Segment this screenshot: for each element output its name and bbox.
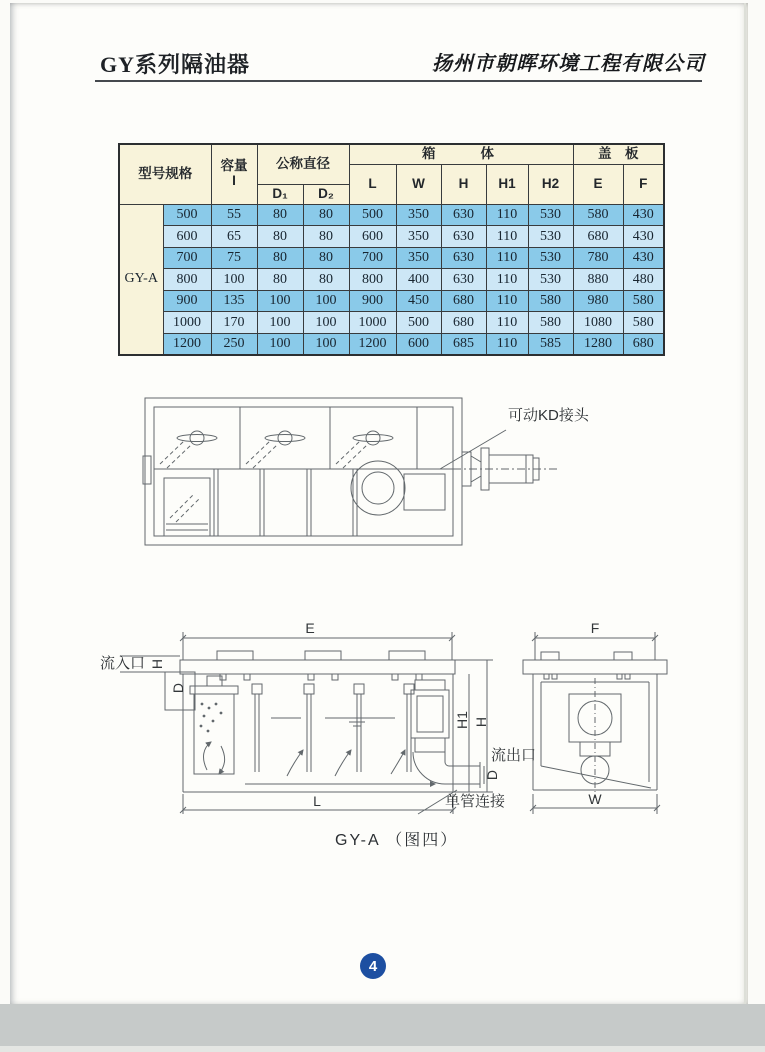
model-group-cell: GY-A xyxy=(119,204,163,355)
company-name: 扬州市朝晖环境工程有限公司 xyxy=(432,51,705,75)
dim-L: L xyxy=(313,793,321,809)
cell: 530 xyxy=(528,247,573,269)
page-title: GY系列隔油器 xyxy=(100,52,251,77)
cell: 110 xyxy=(486,290,528,312)
page-fold-shadow xyxy=(744,3,746,1004)
top-view-linework xyxy=(143,398,560,545)
col-header-H1: H1 xyxy=(486,164,528,204)
cell: 600 xyxy=(163,226,211,248)
cell: 580 xyxy=(573,204,623,226)
cell: 900 xyxy=(163,290,211,312)
cell: 580 xyxy=(623,312,664,334)
cell: 630 xyxy=(441,226,486,248)
col-header-box: 箱 体 xyxy=(349,144,573,164)
cell: 680 xyxy=(441,312,486,334)
scan-bed-band xyxy=(0,1004,765,1046)
cell: 350 xyxy=(396,247,441,269)
cell: 1280 xyxy=(573,333,623,355)
header-rule xyxy=(95,80,702,82)
cell: 530 xyxy=(528,226,573,248)
col-header-L: L xyxy=(349,164,396,204)
dim-H-left: H xyxy=(149,658,165,670)
outlet-label: 流出口 xyxy=(491,747,537,764)
table-header-row xyxy=(119,144,664,164)
elevation-linework xyxy=(120,632,667,814)
cell: 1000 xyxy=(349,312,396,334)
cell: 1200 xyxy=(163,333,211,355)
cell: 680 xyxy=(573,226,623,248)
cell: 900 xyxy=(349,290,396,312)
cell: 600 xyxy=(349,226,396,248)
cell: 350 xyxy=(396,204,441,226)
cell: 600 xyxy=(396,333,441,355)
scan-bed-band-light xyxy=(0,1046,765,1052)
cell: 80 xyxy=(303,226,349,248)
cell: 680 xyxy=(623,333,664,355)
single-pipe-label: 单管连接 xyxy=(445,793,506,810)
cell: 1080 xyxy=(573,312,623,334)
cell: 630 xyxy=(441,269,486,291)
table-row xyxy=(119,247,664,269)
cell: 450 xyxy=(396,290,441,312)
cell: 800 xyxy=(163,269,211,291)
col-header-W: W xyxy=(396,164,441,204)
cell: 430 xyxy=(623,204,664,226)
cell: 630 xyxy=(441,247,486,269)
table-row xyxy=(119,204,664,226)
cell: 65 xyxy=(211,226,257,248)
kd-joint-label: 可动KD接头 xyxy=(508,407,589,424)
col-header-E: E xyxy=(573,164,623,204)
cell: 100 xyxy=(303,333,349,355)
cell: 100 xyxy=(257,290,303,312)
cell: 585 xyxy=(528,333,573,355)
col-header-model: 型号规格 xyxy=(119,144,211,204)
cell: 55 xyxy=(211,204,257,226)
cell: 880 xyxy=(573,269,623,291)
cell: 80 xyxy=(303,204,349,226)
cell: 110 xyxy=(486,312,528,334)
table-row xyxy=(119,290,664,312)
cell: 110 xyxy=(486,226,528,248)
table-row xyxy=(119,269,664,291)
col-header-cover: 盖 板 xyxy=(573,144,664,164)
col-header-capacity xyxy=(211,144,257,204)
col-header-nominal-diameter: 公称直径 xyxy=(257,144,349,184)
table-row xyxy=(119,333,664,355)
cell: 500 xyxy=(349,204,396,226)
cell: 80 xyxy=(257,204,303,226)
cell: 80 xyxy=(257,247,303,269)
col-header-H: H xyxy=(441,164,486,204)
cell: 530 xyxy=(528,269,573,291)
capacity-label: 容量 xyxy=(220,158,248,174)
dim-E: E xyxy=(305,620,315,636)
dim-H-right: H xyxy=(473,716,489,728)
cell: 110 xyxy=(486,247,528,269)
cell: 350 xyxy=(396,226,441,248)
cell: 100 xyxy=(211,269,257,291)
cell: 530 xyxy=(528,204,573,226)
col-header-H2: H2 xyxy=(528,164,573,204)
cell: 685 xyxy=(441,333,486,355)
cell: 100 xyxy=(303,312,349,334)
dim-D-outlet: D xyxy=(484,769,500,781)
cell: 800 xyxy=(349,269,396,291)
cell: 110 xyxy=(486,204,528,226)
cell: 110 xyxy=(486,269,528,291)
cell: 100 xyxy=(303,290,349,312)
cell: 1200 xyxy=(349,333,396,355)
dim-F: F xyxy=(590,620,600,636)
cell: 580 xyxy=(528,312,573,334)
col-header-F: F xyxy=(623,164,664,204)
cell: 100 xyxy=(257,333,303,355)
cell: 700 xyxy=(163,247,211,269)
cell: 580 xyxy=(528,290,573,312)
table-row xyxy=(119,226,664,248)
cell: 480 xyxy=(623,269,664,291)
dim-D-inlet: D xyxy=(170,682,186,694)
page-number: 4 xyxy=(368,957,378,975)
dim-W: W xyxy=(588,791,602,807)
cell: 80 xyxy=(303,269,349,291)
cell: 680 xyxy=(441,290,486,312)
page-number-badge xyxy=(360,953,386,979)
col-header-D1: D₁ xyxy=(257,184,303,204)
cell: 170 xyxy=(211,312,257,334)
figure-caption: GY-A （图四） xyxy=(335,832,459,849)
cell: 500 xyxy=(396,312,441,334)
cell: 75 xyxy=(211,247,257,269)
cell: 430 xyxy=(623,226,664,248)
spec-table xyxy=(118,143,665,356)
cell: 700 xyxy=(349,247,396,269)
col-header-D2: D₂ xyxy=(303,184,349,204)
cell: 100 xyxy=(257,312,303,334)
cell: 630 xyxy=(441,204,486,226)
cell: 80 xyxy=(257,226,303,248)
dim-H1: H1 xyxy=(454,711,470,729)
cell: 1000 xyxy=(163,312,211,334)
cell: 430 xyxy=(623,247,664,269)
cell: 80 xyxy=(257,269,303,291)
cell: 80 xyxy=(303,247,349,269)
cell: 500 xyxy=(163,204,211,226)
figure-top-view xyxy=(140,390,600,565)
cell: 980 xyxy=(573,290,623,312)
cell: 110 xyxy=(486,333,528,355)
capacity-unit: I xyxy=(232,173,236,189)
cell: 250 xyxy=(211,333,257,355)
cell: 135 xyxy=(211,290,257,312)
cell: 580 xyxy=(623,290,664,312)
inlet-label: 流入口 xyxy=(100,655,146,672)
cell: 400 xyxy=(396,269,441,291)
cell: 780 xyxy=(573,247,623,269)
table-row xyxy=(119,312,664,334)
